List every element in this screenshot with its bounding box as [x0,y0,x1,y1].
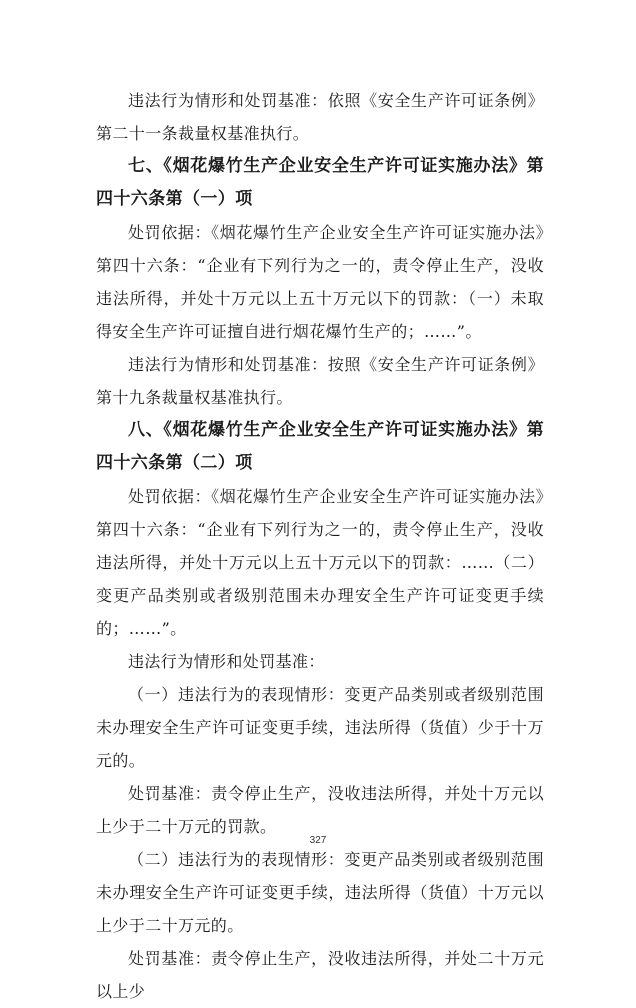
page-number: 327 [309,835,327,846]
section-heading-7: 七、《烟花爆竹生产企业安全生产许可证实施办法》第四十六条第（一）项 [96,156,544,209]
paragraph-penalty-standard-1: 处罚基准：责令停止生产，没收违法所得，并处十万元以上少于二十万元的罚款。 [96,784,544,836]
paragraph-penalty-standard-2: 处罚基准：责令停止生产，没收违法所得，并处二十万元以上少 [96,949,544,1001]
section-heading-8: 八、《烟花爆竹生产企业安全生产许可证实施办法》第四十六条第（二）项 [96,420,544,473]
paragraph-violation-standard-19: 违法行为情形和处罚基准：按照《安全生产许可证条例》第十九条裁量权基准执行。 [96,355,544,407]
paragraph-penalty-basis-7: 处罚依据：《烟花爆竹生产企业安全生产许可证实施办法》第四十六条：“企业有下列行为之一的，责令停止生产，没收违法所得，并处十万元以上五十万元以下的罚款：（一）未取得安全生产许可证擅自进行烟花爆竹生产的；……”。 [96,223,544,341]
paragraph-violation-standard-21: 违法行为情形和处罚基准：依照《安全生产许可证条例》第二十一条裁量权基准执行。 [96,91,544,143]
paragraph-case-2: （二）违法行为的表现情形：变更产品类别或者级别范围未办理安全生产许可证变更手续，违法所得（货值）十万元以上少于二十万元的。 [96,850,544,935]
paragraph-penalty-basis-8: 处罚依据：《烟花爆竹生产企业安全生产许可证实施办法》第四十六条：“企业有下列行为之一的，责令停止生产，没收违法所得，并处十万元以上五十万元以下的罚款：……（二）变更产品类别或者级别范围未办理安全生产许可证变更手续的；……”。 [96,487,544,638]
paragraph-violation-standard-label: 违法行为情形和处罚基准： [128,652,325,671]
paragraph-case-1: （一）违法行为的表现情形：变更产品类别或者级别范围未办理安全生产许可证变更手续，违法所得（货值）少于十万元的。 [96,685,544,770]
page-content [96,84,544,1008]
